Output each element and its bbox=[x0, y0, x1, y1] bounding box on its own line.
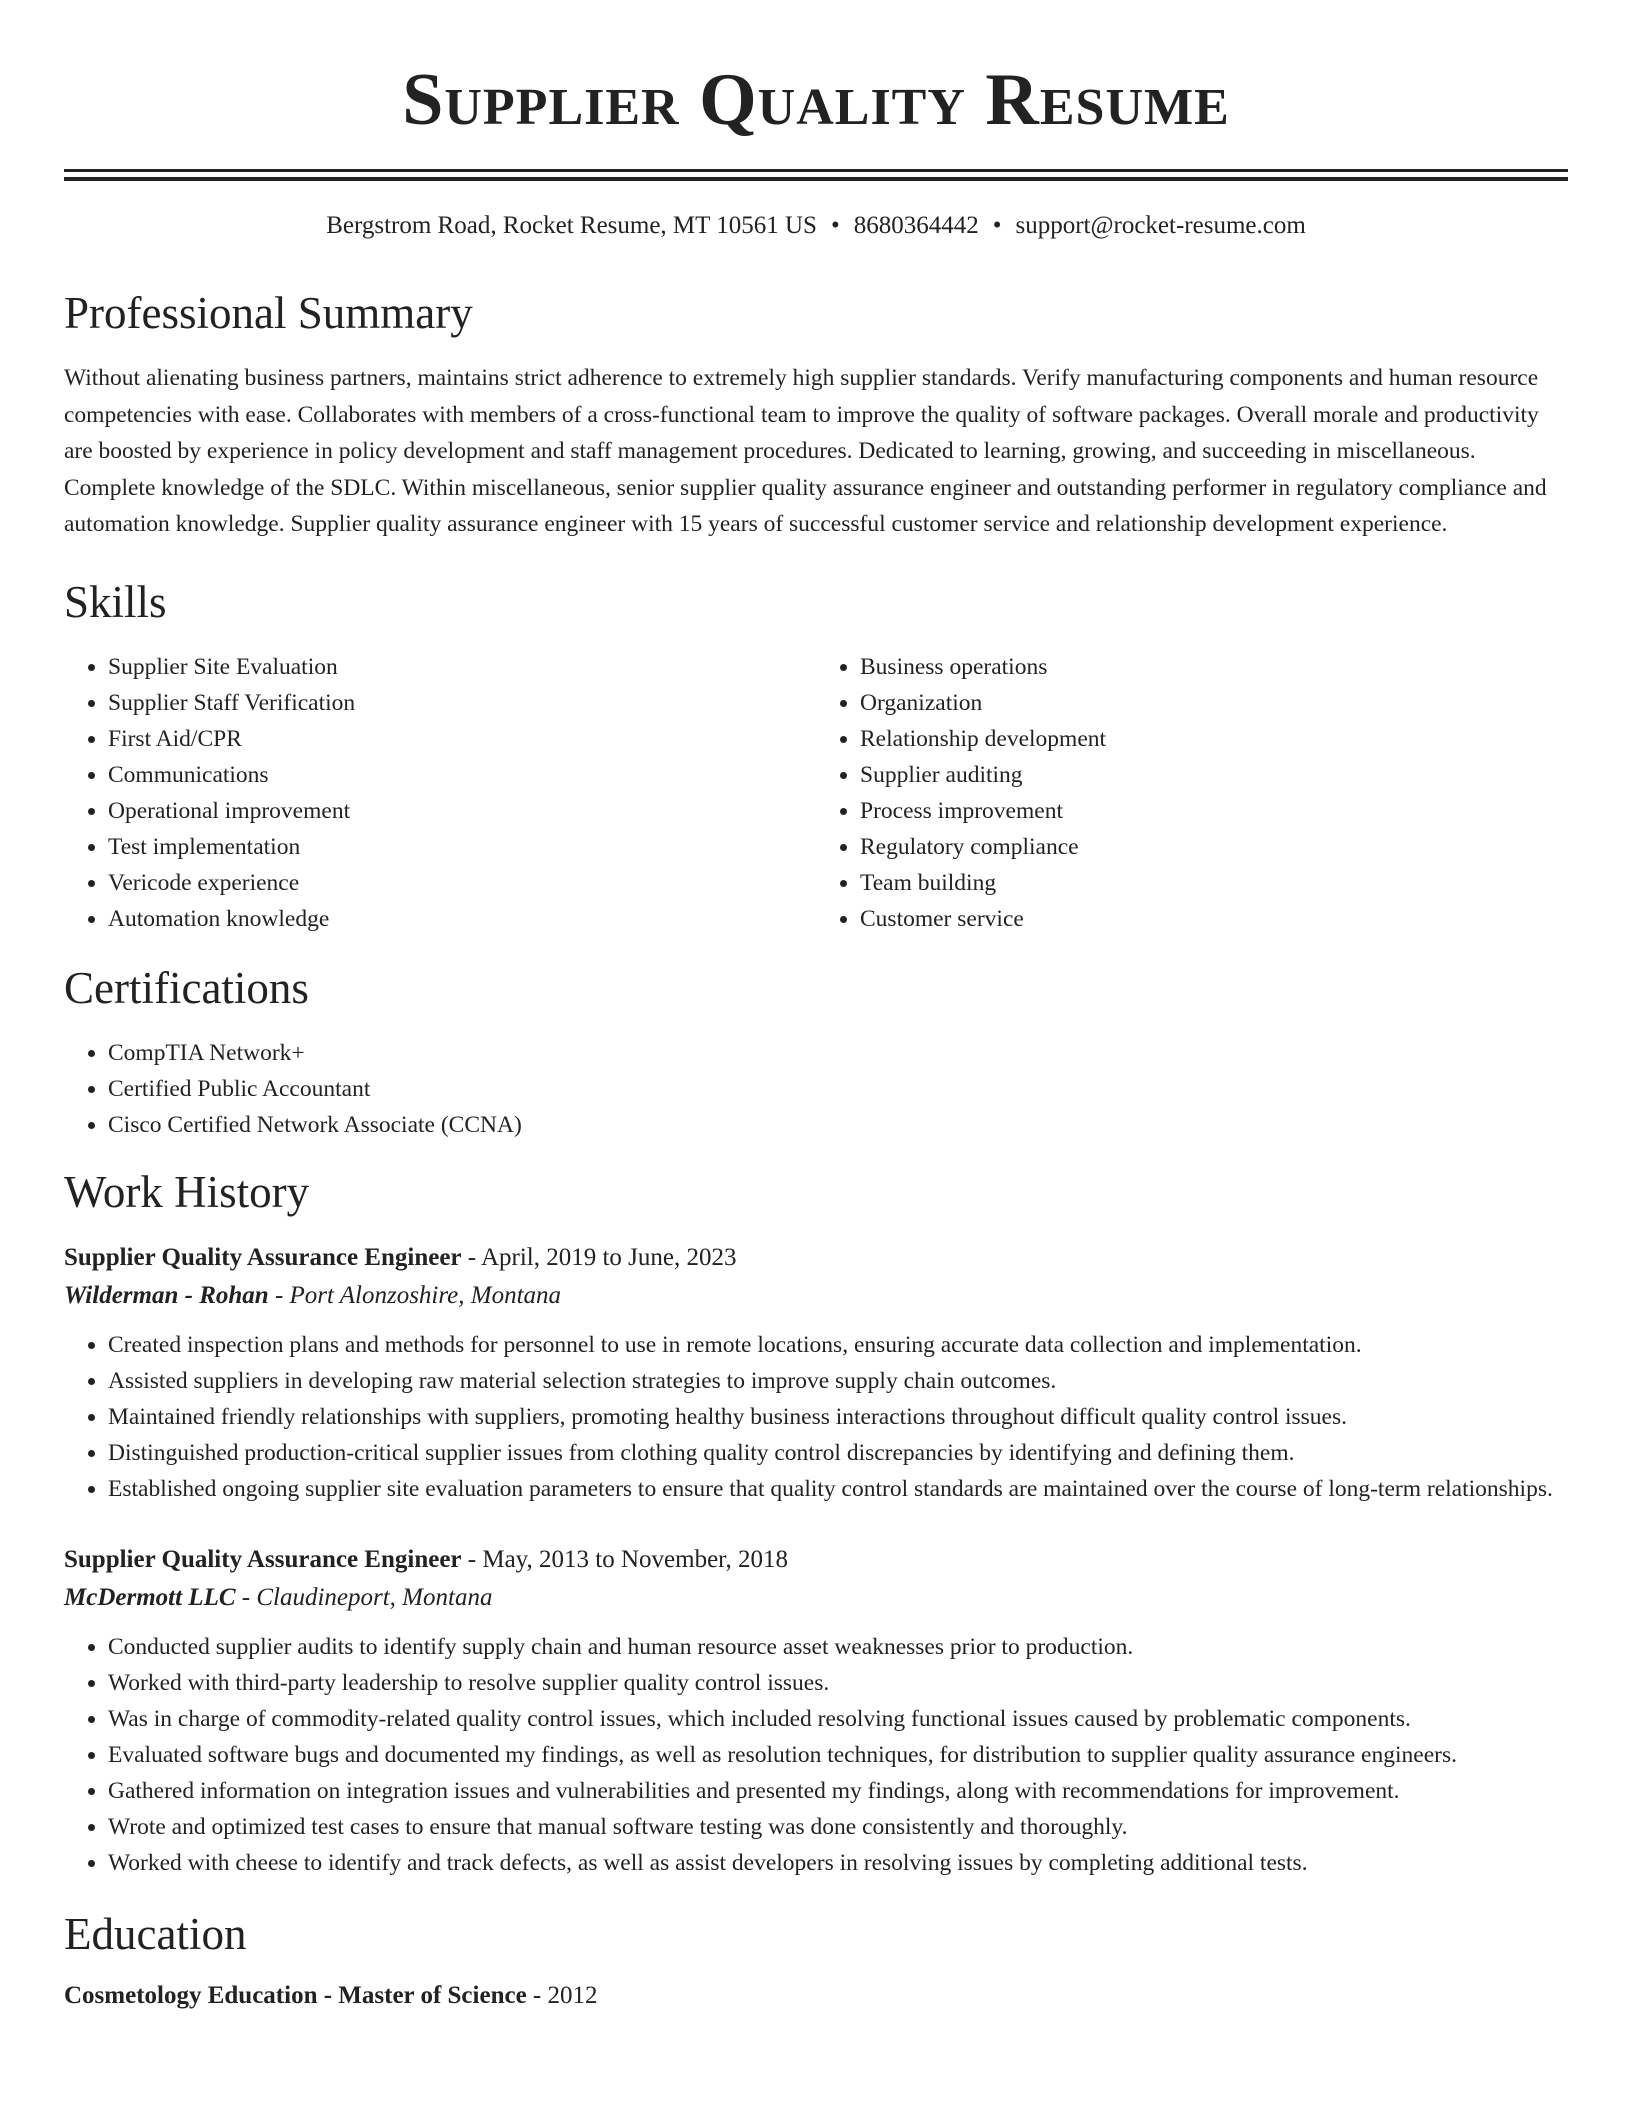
job-bullet: • Worked with third-party leadership to resolve supplier quality control issues. bbox=[108, 1665, 1568, 1701]
education-year: - 2012 bbox=[526, 1981, 598, 2009]
skill-item: • Regulatory compliance bbox=[860, 829, 1568, 865]
job-bullet: • Maintained friendly relationships with suppliers, promoting healthy business interactions throughout difficult quality control issues. bbox=[108, 1399, 1568, 1435]
contact-line bbox=[64, 211, 1568, 241]
contact-address: Bergstrom Road, Rocket Resume, MT 10561 US bbox=[326, 212, 817, 240]
certifications-heading: Certifications bbox=[64, 962, 309, 1013]
contact-email: support@rocket-resume.com bbox=[1015, 212, 1306, 240]
summary-heading: Professional Summary bbox=[64, 288, 473, 339]
work-history-heading: Work History bbox=[64, 1166, 310, 1217]
skill-item: • Organization bbox=[860, 685, 1568, 721]
contact-separator: • bbox=[992, 212, 1002, 240]
job-bullet: • Distinguished production-critical supplier issues from clothing quality control discrepancies by identifying and defining them. bbox=[108, 1435, 1568, 1471]
job-bullet: • Conducted supplier audits to identify supply chain and human resource asset weaknesses prior to production. bbox=[108, 1629, 1568, 1665]
skills-heading: Skills bbox=[64, 576, 167, 627]
education-line bbox=[64, 1977, 1568, 2015]
job-role: Supplier Quality Assurance Engineer bbox=[64, 1243, 462, 1271]
title-divider bbox=[64, 169, 1568, 181]
certification-item: • CompTIA Network+ bbox=[108, 1035, 1568, 1071]
skill-item: • Process improvement bbox=[860, 793, 1568, 829]
skill-item: • Team building bbox=[860, 865, 1568, 901]
job-location: - Port Alonzoshire, Montana bbox=[268, 1281, 562, 1309]
job-entry bbox=[64, 1541, 1568, 1881]
skill-item: • Operational improvement bbox=[108, 793, 816, 829]
skill-item: • Supplier auditing bbox=[860, 757, 1568, 793]
job-bullet: • Gathered information on integration issues and vulnerabilities and presented my findings, along with recommendations for improvement. bbox=[108, 1773, 1568, 1809]
contact-phone: 8680364442 bbox=[853, 212, 979, 240]
job-title-line bbox=[64, 1541, 1568, 1579]
job-bullet: • Assisted suppliers in developing raw material selection strategies to improve supply chain outcomes. bbox=[108, 1363, 1568, 1399]
skill-item: • Communications bbox=[108, 757, 816, 793]
skill-item: • Test implementation bbox=[108, 829, 816, 865]
job-title-line bbox=[64, 1239, 1568, 1277]
skill-item: • First Aid/CPR bbox=[108, 721, 816, 757]
contact-separator: • bbox=[830, 212, 840, 240]
skill-item: • Automation knowledge bbox=[108, 901, 816, 937]
job-bullet: • Worked with cheese to identify and track defects, as well as assist developers in resolving issues by completing additional tests. bbox=[108, 1845, 1568, 1881]
certification-item: • Cisco Certified Network Associate (CCNA) bbox=[108, 1107, 1568, 1143]
skills-list-left bbox=[64, 649, 816, 937]
job-role: Supplier Quality Assurance Engineer bbox=[64, 1545, 462, 1573]
job-bullet: • Evaluated software bugs and documented my findings, as well as resolution techniques, for distribution to supplier quality assurance engineers. bbox=[108, 1737, 1568, 1773]
skill-item: • Relationship development bbox=[860, 721, 1568, 757]
job-bullets bbox=[64, 1327, 1568, 1507]
education-degree: Cosmetology Education - Master of Science bbox=[64, 1981, 527, 2009]
job-location: - Claudineport, Montana bbox=[235, 1583, 493, 1611]
skill-item: • Vericode experience bbox=[108, 865, 816, 901]
resume-title: Supplier Quality Resume bbox=[402, 59, 1230, 141]
certification-item: • Certified Public Accountant bbox=[108, 1071, 1568, 1107]
job-bullet: • Was in charge of commodity-related quality control issues, which included resolving functional issues caused by problematic components. bbox=[108, 1701, 1568, 1737]
company-line bbox=[64, 1579, 1568, 1617]
job-dates: - April, 2019 to June, 2023 bbox=[461, 1243, 737, 1271]
job-company: Wilderman - Rohan bbox=[64, 1281, 269, 1309]
job-entry bbox=[64, 1239, 1568, 1507]
skill-item: • Business operations bbox=[860, 649, 1568, 685]
certifications-list bbox=[64, 1035, 1568, 1143]
skill-item: • Supplier Site Evaluation bbox=[108, 649, 816, 685]
skills-list-right bbox=[816, 649, 1568, 937]
job-bullets bbox=[64, 1629, 1568, 1881]
education-heading: Education bbox=[64, 1908, 247, 1959]
job-bullet: • Created inspection plans and methods for personnel to use in remote locations, ensuring accurate data collection and implementation. bbox=[108, 1327, 1568, 1363]
skill-item: • Customer service bbox=[860, 901, 1568, 937]
job-company: McDermott LLC bbox=[64, 1583, 236, 1611]
job-bullet: • Wrote and optimized test cases to ensure that manual software testing was done consistently and thoroughly. bbox=[108, 1809, 1568, 1845]
job-bullet: • Established ongoing supplier site evaluation parameters to ensure that quality control standards are maintained over the course of long-term relationships. bbox=[108, 1471, 1568, 1507]
skill-item: • Supplier Staff Verification bbox=[108, 685, 816, 721]
skills-columns bbox=[64, 649, 1568, 937]
summary-text: Without alienating business partners, maintains strict adherence to extremely high supplier standards. Verify manufacturing components and human resource competencies with ease. Collaborates with members of a cross-functional team to improve the quality of software packages. Overall morale and productivity are boosted by experience in policy development and staff management procedures. Dedicated to learning, growing, and succeeding in miscellaneous. Complete knowledge of the SDLC. Within miscellaneous, senior supplier quality assurance engineer and outstanding performer in regulatory compliance and automation knowledge. Supplier quality assurance engineer with 15 years of successful customer service and relationship development experience. bbox=[64, 365, 1547, 538]
company-line bbox=[64, 1277, 1568, 1315]
job-dates: - May, 2013 to November, 2018 bbox=[461, 1545, 789, 1573]
